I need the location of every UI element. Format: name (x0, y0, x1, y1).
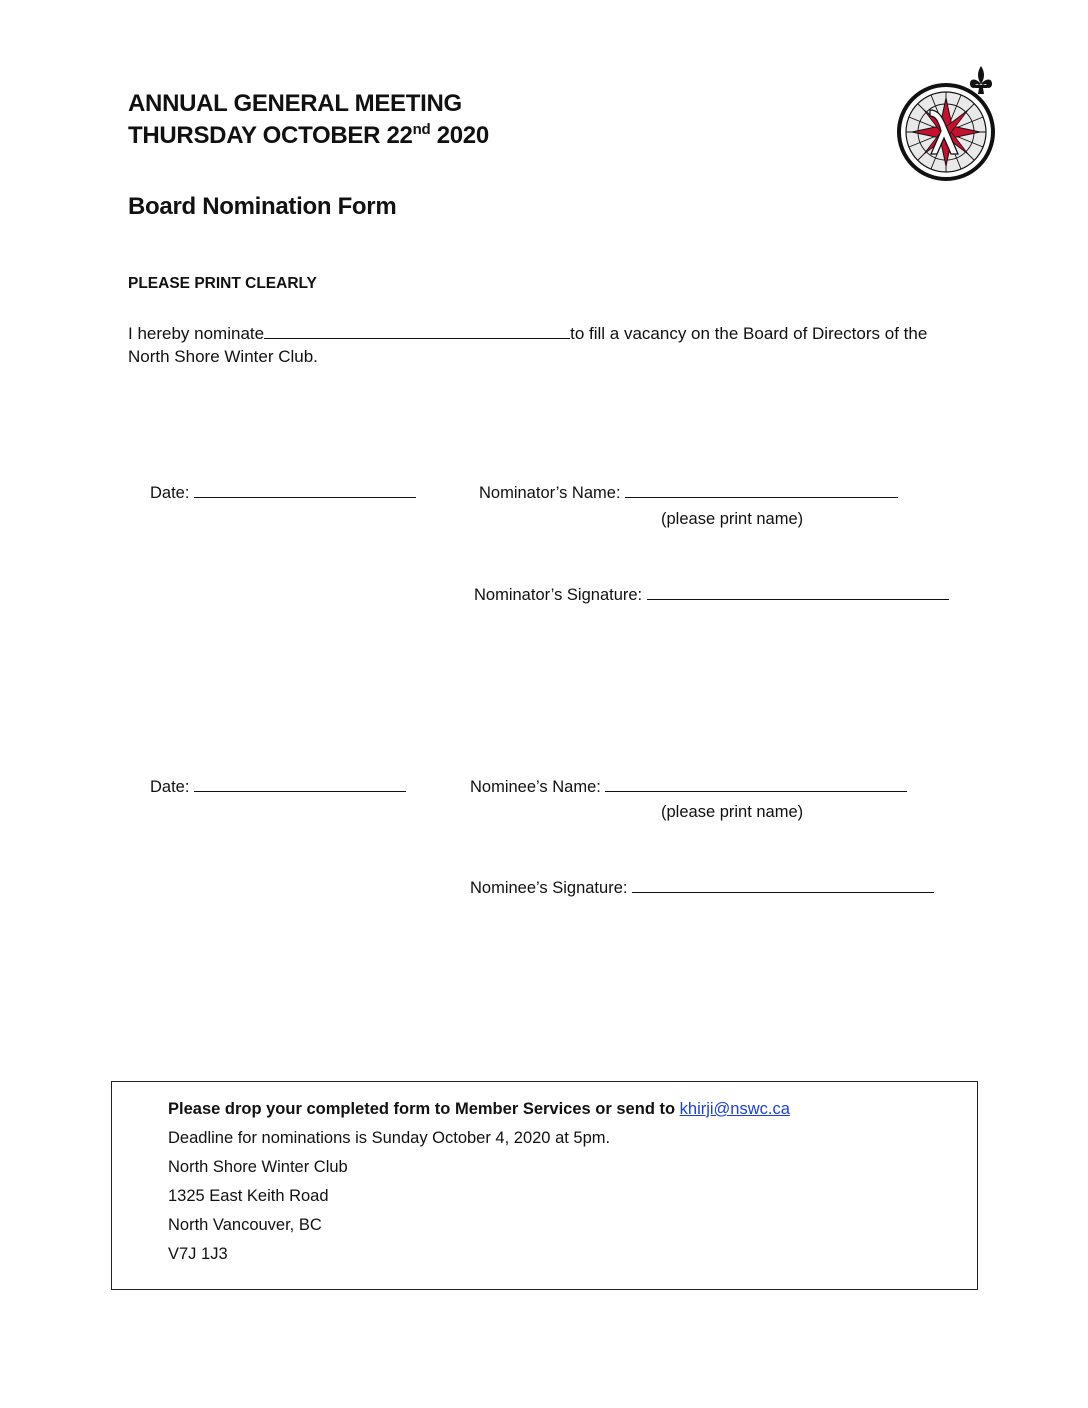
print-clearly-note: PLEASE PRINT CLEARLY (128, 275, 317, 292)
submission-info-box (111, 1081, 978, 1290)
postal-code: V7J 1J3 (168, 1245, 228, 1263)
nominee-date-field[interactable] (194, 777, 406, 792)
submission-instructions: Please drop your completed form to Member Services or send to khirji@nswc.ca (168, 1100, 790, 1118)
street-address: 1325 East Keith Road (168, 1187, 329, 1205)
nominator-date-field[interactable] (194, 483, 416, 498)
club-name: North Shore Winter Club (168, 1158, 348, 1176)
submission-info-lines (168, 1095, 790, 1269)
nominator-name-field[interactable] (625, 483, 898, 498)
nominee-name-row: Nominee’s Name: (470, 777, 907, 797)
nominator-signature-field[interactable] (647, 585, 949, 600)
nominator-name-row: Nominator’s Name: (479, 483, 898, 503)
meeting-date: THURSDAY OCTOBER 22nd 2020 (128, 121, 489, 149)
form-title: Board Nomination Form (128, 193, 397, 220)
nominator-name-hint: (please print name) (661, 510, 804, 528)
city-province: North Vancouver, BC (168, 1216, 322, 1234)
email-link[interactable]: khirji@nswc.ca (679, 1100, 790, 1118)
nomination-statement: I hereby nominate to fill a vacancy on the Board of Directors of the North Shore Winter Club. (128, 324, 928, 366)
nominee-name-hint: (please print name) (661, 803, 804, 821)
nominee-signature-field[interactable] (632, 878, 934, 893)
meeting-header (128, 88, 489, 152)
nominee-name-field[interactable] (605, 777, 907, 792)
deadline-text: Deadline for nominations is Sunday October 4, 2020 at 5pm. (168, 1129, 611, 1147)
nominator-date-row: Date: (150, 483, 416, 503)
nominee-blank-field[interactable] (264, 324, 570, 339)
meeting-title: ANNUAL GENERAL MEETING (128, 90, 462, 117)
nominee-date-row: Date: (150, 777, 406, 797)
club-logo-icon (894, 62, 1004, 192)
nominee-signature-row: Nominee’s Signature: (470, 878, 934, 898)
nominator-signature-row: Nominator’s Signature: (474, 585, 949, 605)
